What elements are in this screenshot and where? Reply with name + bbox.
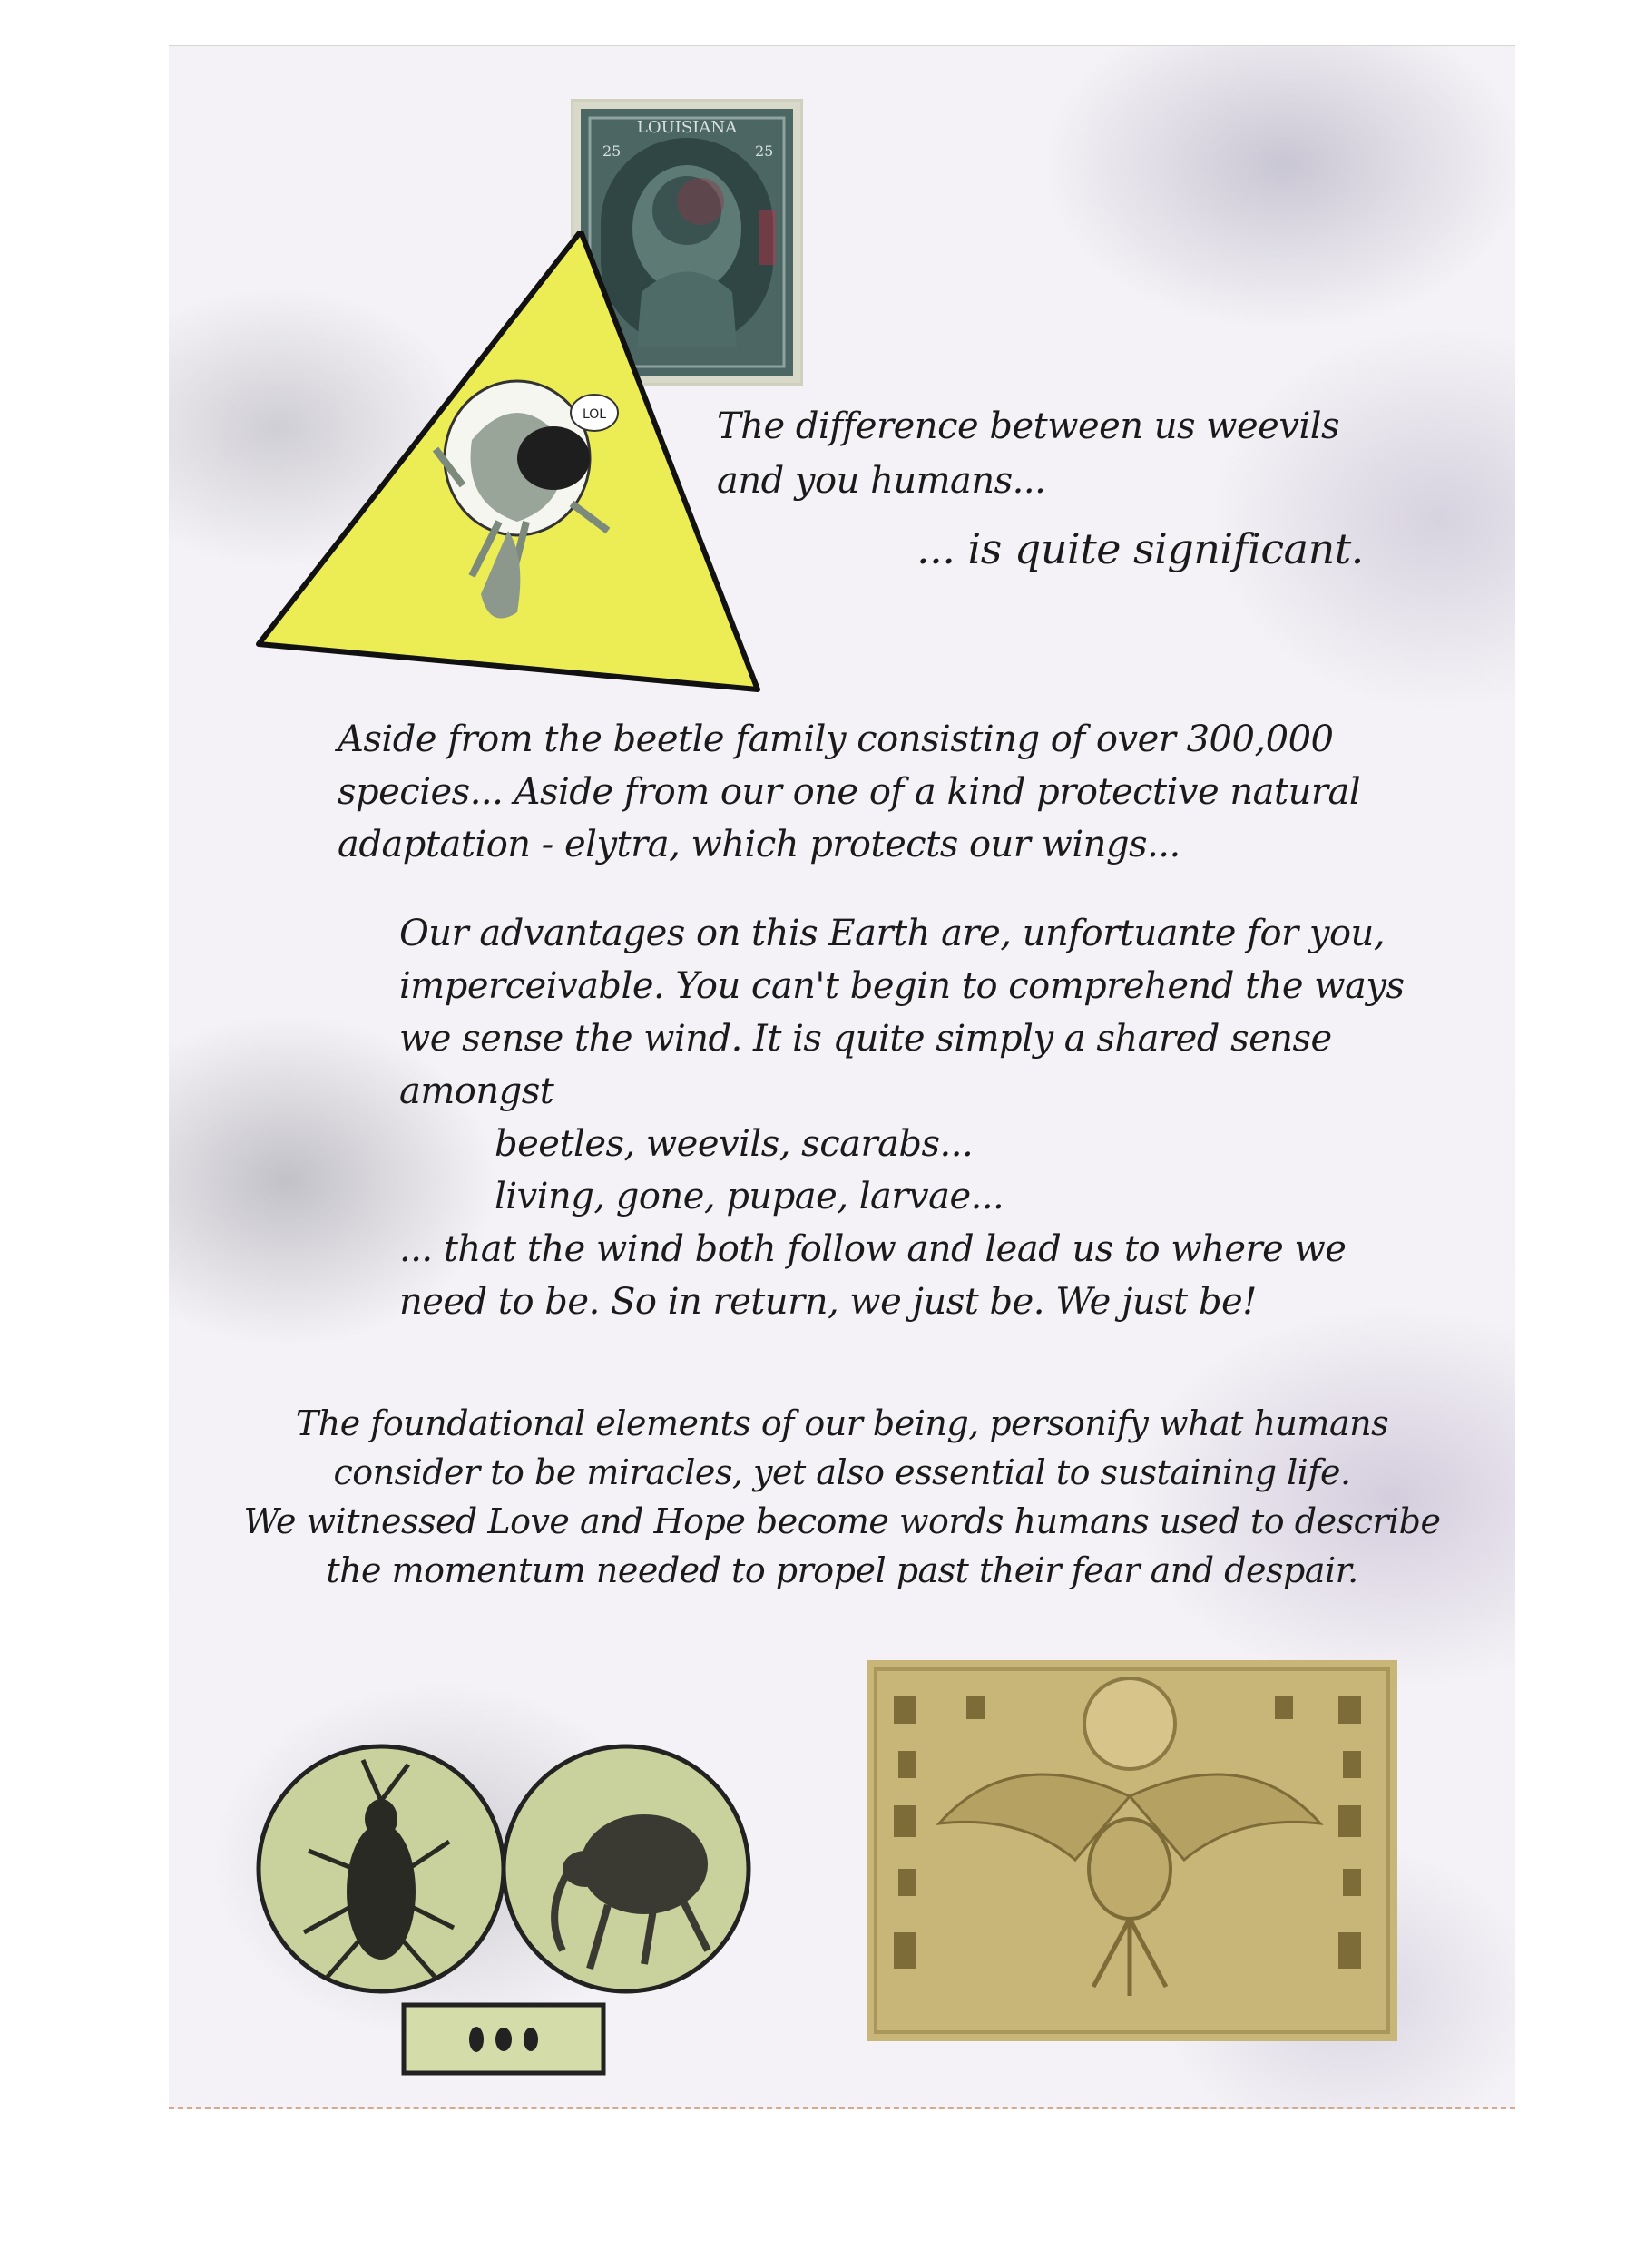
paragraph3-line: We witnessed Love and Hope become words humans used to describe: [243, 1501, 1441, 1541]
medallions-graphic: [254, 1687, 780, 2114]
paragraph2-end-line: ... that the wind both follow and lead us to where we: [399, 1228, 1347, 1270]
paragraph-beetle-family: [338, 713, 1360, 871]
paragraph2-line: Our advantages on this Earth are, unfortuante for you,: [399, 913, 1386, 954]
scarab-graphic: [867, 1660, 1397, 2041]
stamp-top-label: LOUISIANA: [636, 118, 738, 137]
paragraph2-indented-line: living, gone, pupae, larvae...: [495, 1176, 1004, 1217]
weevil-medallions: [254, 1687, 780, 2114]
heading-line-3: ... is quite significant.: [916, 524, 1364, 573]
beetle-trio-icon: [469, 2027, 538, 2052]
paragraph2-line: we sense the wind. It is quite simply a shared sense: [399, 1018, 1332, 1060]
paragraph1-line: species... Aside from our one of a kind protective natural: [338, 771, 1361, 813]
paragraph3-line: The foundational elements of our being, personify what humans: [295, 1403, 1389, 1443]
heading-line-2: and you humans...: [717, 460, 1046, 502]
triangle-graphic: [254, 231, 762, 703]
paragraph2-end-line: need to be. So in return, we just be. We just be!: [399, 1281, 1257, 1323]
paragraph3-line: consider to be miracles, yet also essential to sustaining life.: [333, 1452, 1351, 1492]
egyptian-scarab-plaque: [867, 1660, 1397, 2041]
weevil-warning-triangle: [254, 231, 762, 703]
scarab-icon: [1089, 1819, 1171, 1919]
paragraph3-line: the momentum needed to propel past their fear and despair.: [326, 1550, 1358, 1590]
paragraph1-line: adaptation - elytra, which protects our wings...: [338, 824, 1180, 865]
paragraph2-line: imperceivable. You can't begin to comprehend the ways: [399, 965, 1405, 1007]
paragraph-foundational: [169, 1399, 1515, 1595]
paragraph2-line: amongst: [399, 1070, 554, 1112]
heading-line-1: The difference between us weevils: [717, 406, 1340, 447]
speech-bubble-text: LOL: [582, 407, 607, 422]
stamp-value-left: 25: [602, 142, 622, 160]
stamp-value-right: 25: [755, 142, 774, 160]
paragraph1-line: Aside from the beetle family consisting of over 300,000: [338, 719, 1334, 760]
paragraph-advantages: [399, 907, 1405, 1328]
paragraph2-indented-line: beetles, weevils, scarabs...: [495, 1123, 974, 1165]
